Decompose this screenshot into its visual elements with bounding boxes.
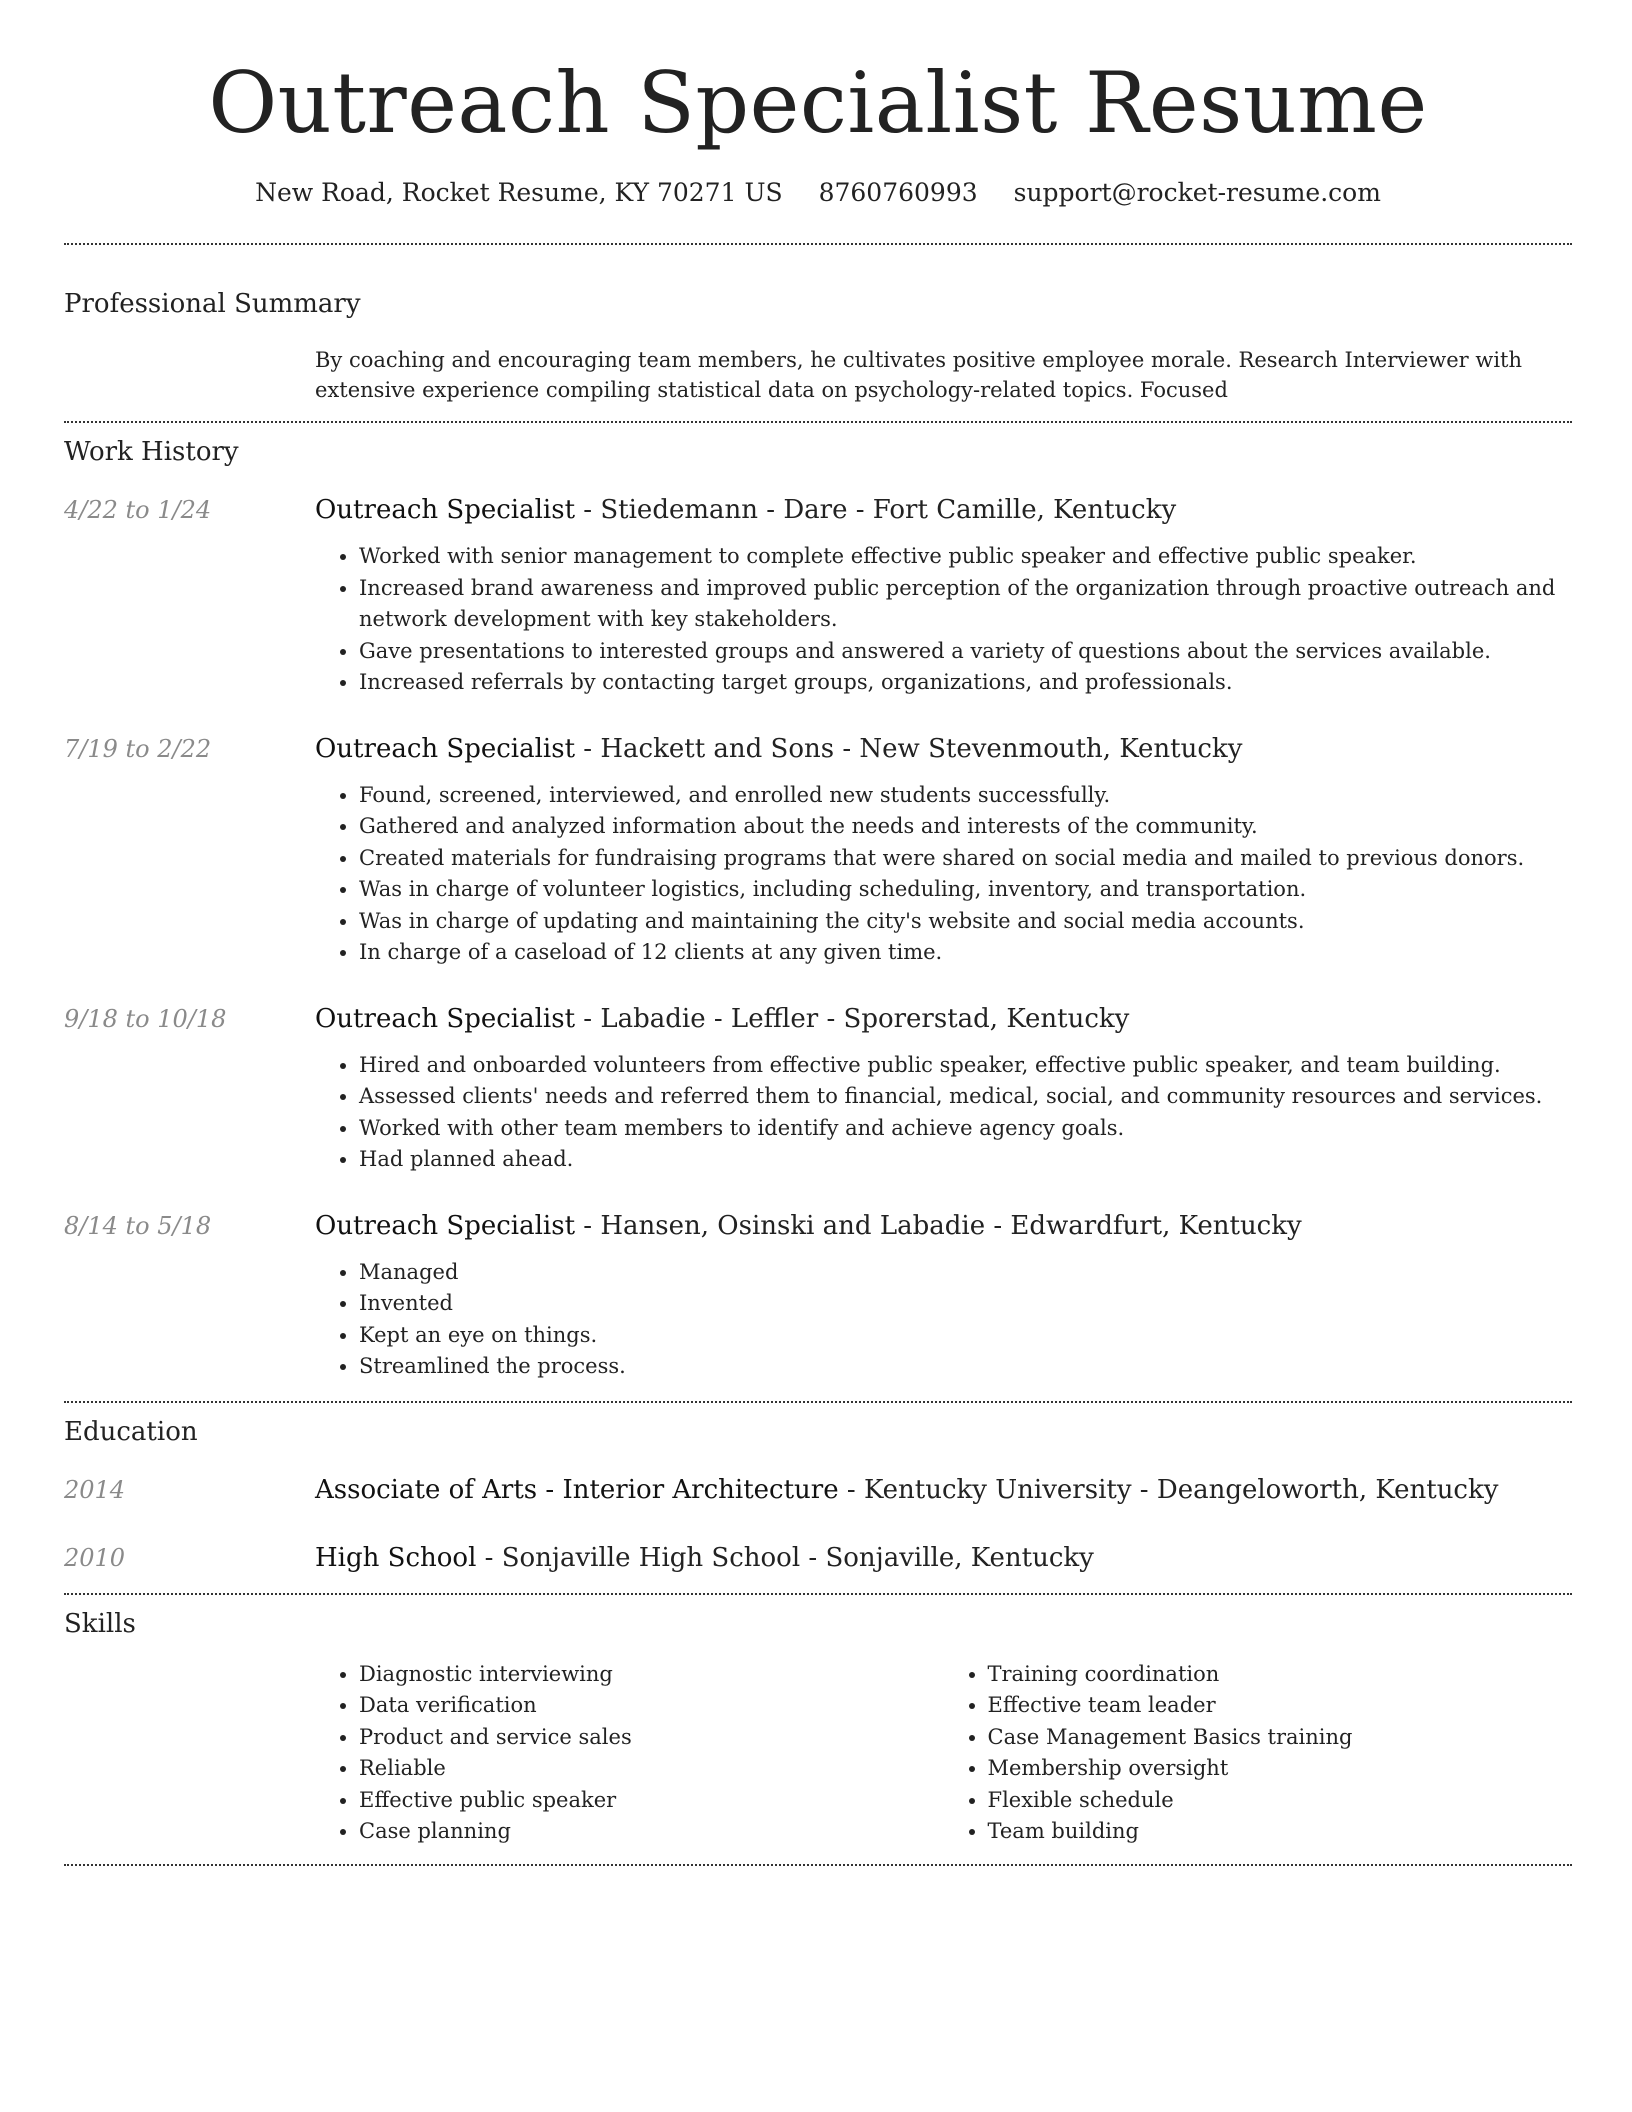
list-item: • Managed (359, 1257, 1572, 1289)
education-school: - Kentucky University - Deangeloworth, Kentucky (838, 1474, 1499, 1505)
summary-text: By coaching and encouraging team members, he cultivates positive employee morale. Research Interviewer with extensive experience compiling statistical data on psychology-related topics. Focused (315, 348, 1523, 402)
skills-column-right (944, 1659, 1573, 1848)
job-title-line (315, 1002, 1572, 1036)
page-title: Outreach Specialist Resume (208, 54, 1428, 152)
job-entry (64, 732, 1572, 969)
job-dates: 7/19 to 2/22 (64, 734, 212, 763)
education-heading: Education (64, 1416, 198, 1447)
section-divider (64, 421, 1572, 423)
education-school: - Sonjaville High School - Sonjaville, Kentucky (476, 1542, 1094, 1573)
skill-item: • Data verification (359, 1690, 944, 1722)
summary-heading: Professional Summary (64, 289, 361, 319)
education-line (315, 1473, 1572, 1507)
job-bullets (315, 780, 1572, 969)
education-degree: High School (315, 1542, 477, 1573)
list-item: • Invented (359, 1288, 1572, 1320)
job-employer-location: - Labadie - Leffler - Sporerstad, Kentucky (575, 1003, 1130, 1034)
job-employer-location: - Stiedemann - Dare - Fort Camille, Kentucky (575, 495, 1177, 525)
contact-email: support@rocket-resume.com (1013, 178, 1381, 207)
job-dates: 8/14 to 5/18 (64, 1211, 212, 1240)
list-item: • Worked with senior management to complete effective public speaker and effective public speaker. (359, 541, 1572, 573)
skills-list (315, 1659, 1572, 1848)
list-item: • Was in charge of updating and maintaining the city's website and social media accounts. (359, 906, 1572, 938)
list-item: • Assessed clients' needs and referred them to financial, medical, social, and community resources and services. (359, 1081, 1572, 1113)
list-item: • Had planned ahead. (359, 1144, 1572, 1176)
job-bullets (315, 1257, 1572, 1383)
section-divider (64, 1864, 1572, 1866)
job-bullets (315, 541, 1572, 699)
job-dates: 4/22 to 1/24 (64, 496, 212, 524)
list-item: • Increased brand awareness and improved public perception of the organization through proactive outreach and network development with key stakeholders. (359, 573, 1572, 636)
job-entry (64, 1002, 1572, 1176)
list-item: • Created materials for fundraising programs that were shared on social media and mailed to previous donors. (359, 843, 1572, 875)
job-title: Outreach Specialist (315, 1210, 576, 1241)
contact-phone: 8760760993 (818, 178, 978, 207)
job-title-line (315, 1209, 1572, 1243)
list-item: • Gathered and analyzed information about the needs and interests of the community. (359, 811, 1572, 843)
section-divider (64, 1593, 1572, 1595)
skill-item: • Reliable (359, 1753, 944, 1785)
job-dates: 9/18 to 10/18 (64, 1004, 227, 1033)
list-item: • Found, screened, interviewed, and enrolled new students successfully. (359, 780, 1572, 812)
job-bullets (315, 1050, 1572, 1176)
list-item: • Streamlined the process. (359, 1351, 1572, 1383)
list-item: • Gave presentations to interested groups and answered a variety of questions about the services available. (359, 636, 1572, 668)
job-title: Outreach Specialist (315, 495, 576, 525)
education-line (315, 1541, 1572, 1575)
contact-line (64, 176, 1572, 210)
list-item: • Hired and onboarded volunteers from effective public speaker, effective public speaker, and team building. (359, 1050, 1572, 1082)
skill-item: • Effective public speaker (359, 1785, 944, 1817)
education-year: 2014 (64, 1475, 126, 1504)
skill-item: • Training coordination (988, 1659, 1573, 1691)
education-year: 2010 (64, 1543, 126, 1572)
job-entry (64, 493, 1572, 699)
job-title: Outreach Specialist (315, 733, 576, 764)
skills-heading: Skills (64, 1608, 136, 1639)
job-entry (64, 1209, 1572, 1383)
skill-item: • Team building (988, 1816, 1573, 1848)
job-employer-location: - Hansen, Osinski and Labadie - Edwardfurt, Kentucky (575, 1210, 1302, 1241)
education-entry (64, 1473, 1572, 1507)
job-title-line (315, 732, 1572, 766)
skill-item: • Case Management Basics training (988, 1722, 1573, 1754)
job-title-line (315, 493, 1572, 527)
list-item: • Was in charge of volunteer logistics, including scheduling, inventory, and transportation. (359, 874, 1572, 906)
skill-item: • Flexible schedule (988, 1785, 1573, 1817)
skill-item: • Diagnostic interviewing (359, 1659, 944, 1691)
skills-column-left (315, 1659, 944, 1848)
skill-item: • Product and service sales (359, 1722, 944, 1754)
education-entry (64, 1541, 1572, 1575)
work-history-heading: Work History (64, 437, 239, 467)
section-divider (64, 1401, 1572, 1403)
education-degree: Associate of Arts - Interior Architecture (315, 1474, 839, 1505)
skill-item: • Effective team leader (988, 1690, 1573, 1722)
list-item: • In charge of a caseload of 12 clients at any given time. (359, 937, 1572, 969)
list-item: • Worked with other team members to identify and achieve agency goals. (359, 1113, 1572, 1145)
list-item: • Increased referrals by contacting target groups, organizations, and professionals. (359, 667, 1572, 699)
contact-address: New Road, Rocket Resume, KY 70271 US (255, 178, 783, 207)
skill-item: • Case planning (359, 1816, 944, 1848)
list-item: • Kept an eye on things. (359, 1320, 1572, 1352)
job-title: Outreach Specialist (315, 1003, 576, 1034)
section-divider (64, 243, 1572, 245)
job-employer-location: - Hackett and Sons - New Stevenmouth, Kentucky (575, 733, 1243, 764)
resume-page (64, 0, 1572, 1866)
skill-item: • Membership oversight (988, 1753, 1573, 1785)
